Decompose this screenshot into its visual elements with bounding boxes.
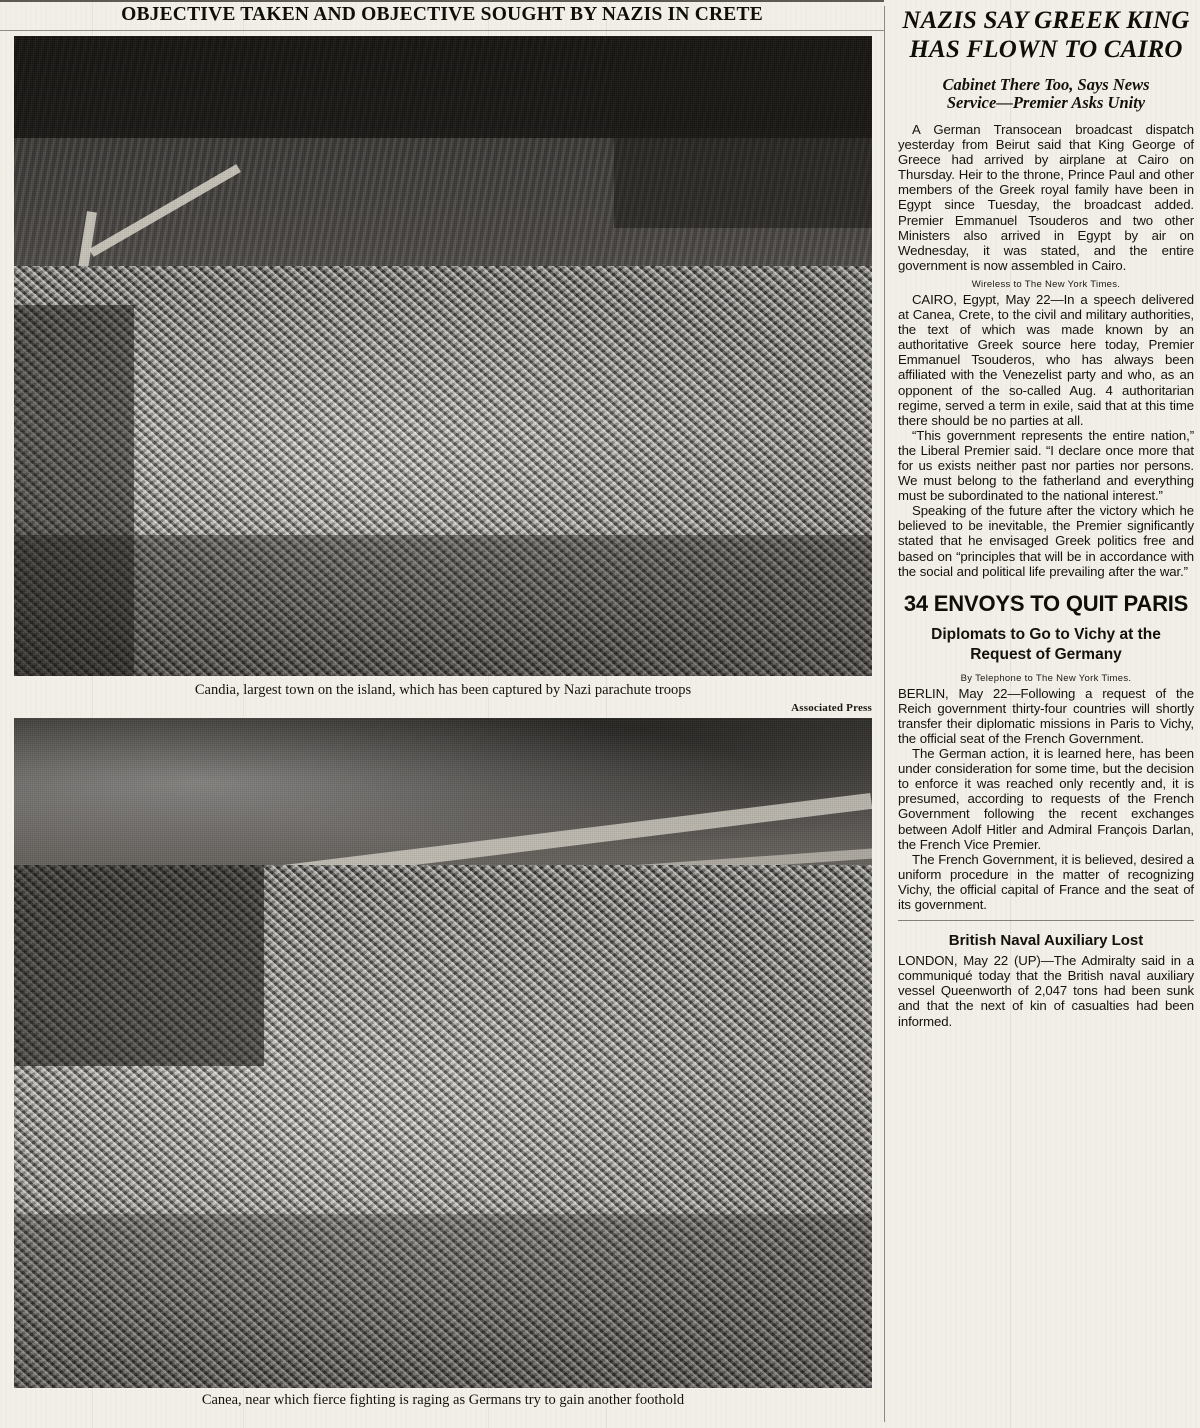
paragraph: The German action, it is learned here, has been under consideration for some time, but the decision to enforce it was reached only recently and, it is presumed, according to requests of the French Government following the recent exchanges between Adolf Hitler and Admiral François Darlan, the French Vice Premier. xyxy=(898,746,1194,852)
article-headline-line1: NAZIS SAY GREEK KING xyxy=(902,7,1190,34)
article-subhead-line2: Service—Premier Asks Unity xyxy=(946,93,1146,112)
photo-caption: Candia, largest town on the island, which has been captured by Nazi parachute troops xyxy=(194,682,692,698)
photo-credit: Associated Press xyxy=(791,702,872,714)
photo-grain xyxy=(14,36,872,676)
right-column xyxy=(890,0,1200,1428)
column-divider xyxy=(884,6,885,1422)
paragraph: The French Government, it is believed, desired a uniform procedure in the matter of recognizing Vichy, the official capital of France and the seat of its government. xyxy=(898,851,1194,913)
photo-caption: Canea, near which fierce fighting is raging as Germans try to gain another foothold xyxy=(201,1392,685,1408)
article-headline-line2: HAS FLOWN TO CAIRO xyxy=(909,36,1183,63)
article2-subhead-line2: Request of Germany xyxy=(970,645,1122,663)
article2-headline: 34 ENVOYS TO QUIT PARIS xyxy=(903,590,1189,616)
paragraph: “This government represents the entire nation,” the Liberal Premier said. “I declare once more that for us exists neither past nor parties nor persons. We must belong to the fatherland and everything must be subordinated to the national interest.” xyxy=(898,427,1194,504)
article1-body xyxy=(898,122,1194,579)
article2-body xyxy=(898,686,1194,912)
candia-aerial-photo xyxy=(14,36,872,676)
wire-credit: Wireless to The New York Times. xyxy=(971,278,1121,290)
article3-body xyxy=(898,953,1194,1028)
wire-credit: By Telephone to The New York Times. xyxy=(960,672,1132,684)
article2-subhead-line1: Diplomats to Go to Vichy at the xyxy=(931,625,1161,643)
paragraph: CAIRO, Egypt, May 22—In a speech delivered at Canea, Crete, to the civil and military authorities, the text of which was made known by an authoritative Greek source here today, Premier Emmanuel Tsouderos, who has always been affiliated with the Venezelist party and who, as an opponent of the so-called Aug. 4 authoritarian regime, served a term in exile, said that at this time there should be no parties at all. xyxy=(898,291,1194,428)
article3-headline: British Naval Auxiliary Lost xyxy=(948,932,1144,950)
paragraph: BERLIN, May 22—Following a request of the Reich government thirty-four countries will shortly transfer their diplomatic missions in Paris to Vichy, the official seat of the French Government. xyxy=(898,685,1194,746)
banner-bottom-rule xyxy=(0,30,884,31)
paragraph: A German Transocean broadcast dispatch yesterday from Beirut said that King George of Greece had arrived by airplane at Cairo on Thursday. Heir to the throne, Prince Paul and other members of the Greek royal family have been in Egypt since Tuesday, the broadcast added. Premier Emmanuel Tsouderos and two other Ministers also arrived in Egypt by air on Wednesday, it was stated, and the entire government is now assembled in Cairo. xyxy=(898,122,1194,273)
paragraph: LONDON, May 22 (UP)—The Admiralty said in a communiqué today that the British naval auxiliary vessel Queenworth of 2,047 tons had been sunk and that the next of kin of casualties had been informed. xyxy=(898,953,1194,1029)
section-rule xyxy=(898,920,1194,921)
page-title: OBJECTIVE TAKEN AND OBJECTIVE SOUGHT BY NAZIS IN CRETE xyxy=(121,4,763,25)
photo-grain xyxy=(14,718,872,1388)
canea-aerial-photo xyxy=(14,718,872,1388)
article-subhead-line1: Cabinet There Too, Says News xyxy=(942,75,1150,94)
paragraph: Speaking of the future after the victory which he believed to be inevitable, the Premier significantly stated that he envisaged Greek politics free and based on “principles that will be in accordance with the social and political life prevailing after the war.” xyxy=(898,503,1194,579)
